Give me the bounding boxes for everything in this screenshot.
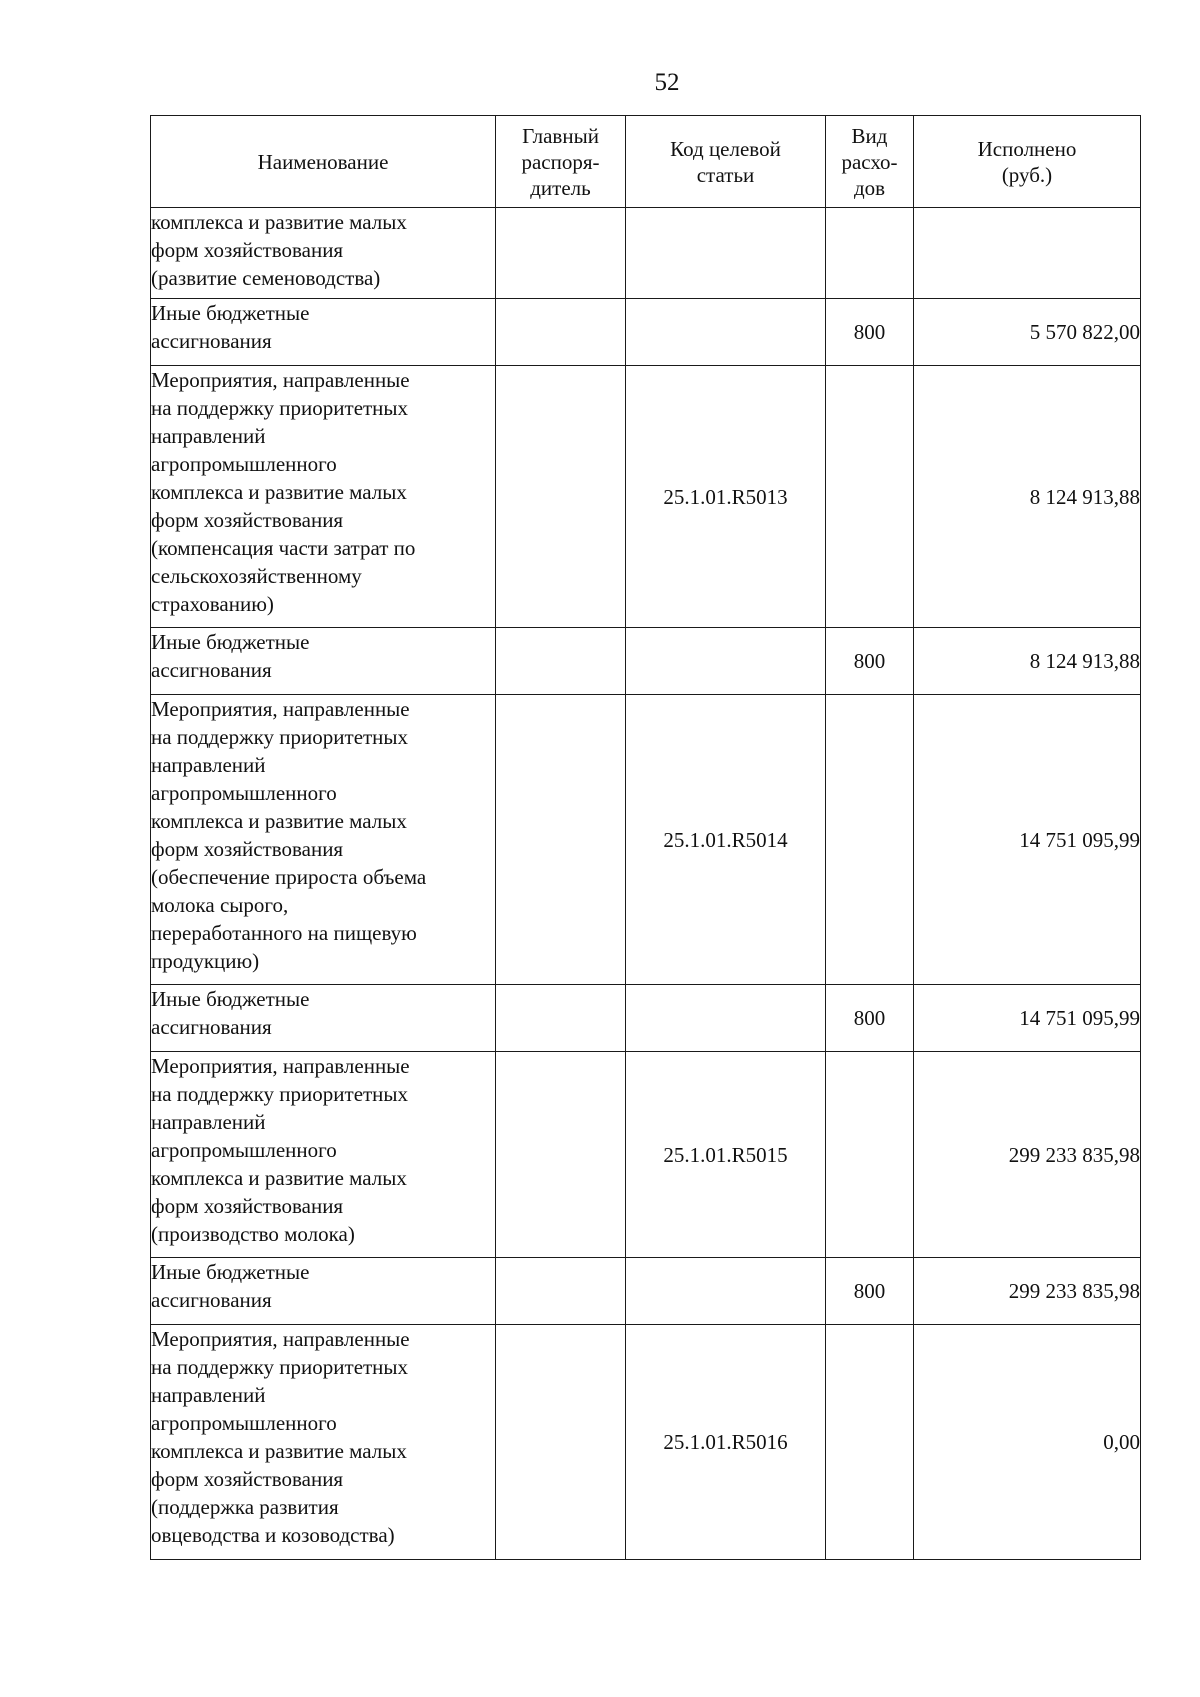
cell-main-manager [496,366,626,628]
table-row [151,985,1141,1052]
cell-name: Иные бюджетные ассигнования [151,985,496,1052]
cell-target-code: 25.1.01.R5014 [626,695,826,985]
cell-expense-kind: 800 [826,628,914,695]
cell-executed: 8 124 913,88 [914,366,1141,628]
cell-name: Мероприятия, направленные на поддержку приоритетных направлений агропромышленного комплекса и развитие малых форм хозяйствования (поддержка развития овцеводства и козоводства) [151,1325,496,1560]
cell-target-code [626,985,826,1052]
cell-main-manager [496,208,626,299]
table-row [151,299,1141,366]
header-target-code: Код целевой статьи [626,116,826,208]
cell-main-manager [496,299,626,366]
cell-executed: 14 751 095,99 [914,695,1141,985]
cell-name: Мероприятия, направленные на поддержку приоритетных направлений агропромышленного комплекса и развитие малых форм хозяйствования (обеспечение прироста объема молока сырого, переработанного на пищевую продукцию) [151,695,496,985]
cell-main-manager [496,1052,626,1258]
table-row [151,1258,1141,1325]
cell-expense-kind [826,208,914,299]
cell-executed: 0,00 [914,1325,1141,1560]
page-number: 52 [654,69,680,96]
cell-target-code [626,628,826,695]
cell-main-manager [496,1325,626,1560]
budget-execution-table [150,115,1141,1560]
table-row [151,628,1141,695]
cell-name: Иные бюджетные ассигнования [151,299,496,366]
cell-executed: 299 233 835,98 [914,1052,1141,1258]
cell-main-manager [496,695,626,985]
cell-target-code [626,1258,826,1325]
cell-executed [914,208,1141,299]
table-row [151,695,1141,985]
cell-target-code: 25.1.01.R5013 [626,366,826,628]
cell-target-code [626,299,826,366]
header-executed: Исполнено (руб.) [914,116,1141,208]
cell-expense-kind [826,1052,914,1258]
cell-main-manager [496,985,626,1052]
cell-target-code: 25.1.01.R5015 [626,1052,826,1258]
cell-main-manager [496,1258,626,1325]
table-row [151,208,1141,299]
header-name: Наименование [151,116,496,208]
table-row [151,1052,1141,1258]
cell-expense-kind [826,1325,914,1560]
cell-expense-kind: 800 [826,1258,914,1325]
cell-main-manager [496,628,626,695]
table-row [151,1325,1141,1560]
cell-name: Иные бюджетные ассигнования [151,628,496,695]
header-expense-kind: Вид расхо- дов [826,116,914,208]
cell-target-code [626,208,826,299]
cell-name: комплекса и развитие малых форм хозяйствования (развитие семеноводства) [151,208,496,299]
cell-target-code: 25.1.01.R5016 [626,1325,826,1560]
cell-name: Иные бюджетные ассигнования [151,1258,496,1325]
cell-expense-kind [826,695,914,985]
cell-executed: 5 570 822,00 [914,299,1141,366]
cell-executed: 8 124 913,88 [914,628,1141,695]
table-header-row [151,116,1141,208]
header-main-manager: Главный распоря- дитель [496,116,626,208]
table-row [151,366,1141,628]
cell-expense-kind [826,366,914,628]
cell-executed: 14 751 095,99 [914,985,1141,1052]
cell-name: Мероприятия, направленные на поддержку приоритетных направлений агропромышленного комплекса и развитие малых форм хозяйствования (производство молока) [151,1052,496,1258]
cell-name: Мероприятия, направленные на поддержку приоритетных направлений агропромышленного комплекса и развитие малых форм хозяйствования (компенсация части затрат по сельскохозяйственному страхованию) [151,366,496,628]
cell-executed: 299 233 835,98 [914,1258,1141,1325]
cell-expense-kind: 800 [826,985,914,1052]
cell-expense-kind: 800 [826,299,914,366]
